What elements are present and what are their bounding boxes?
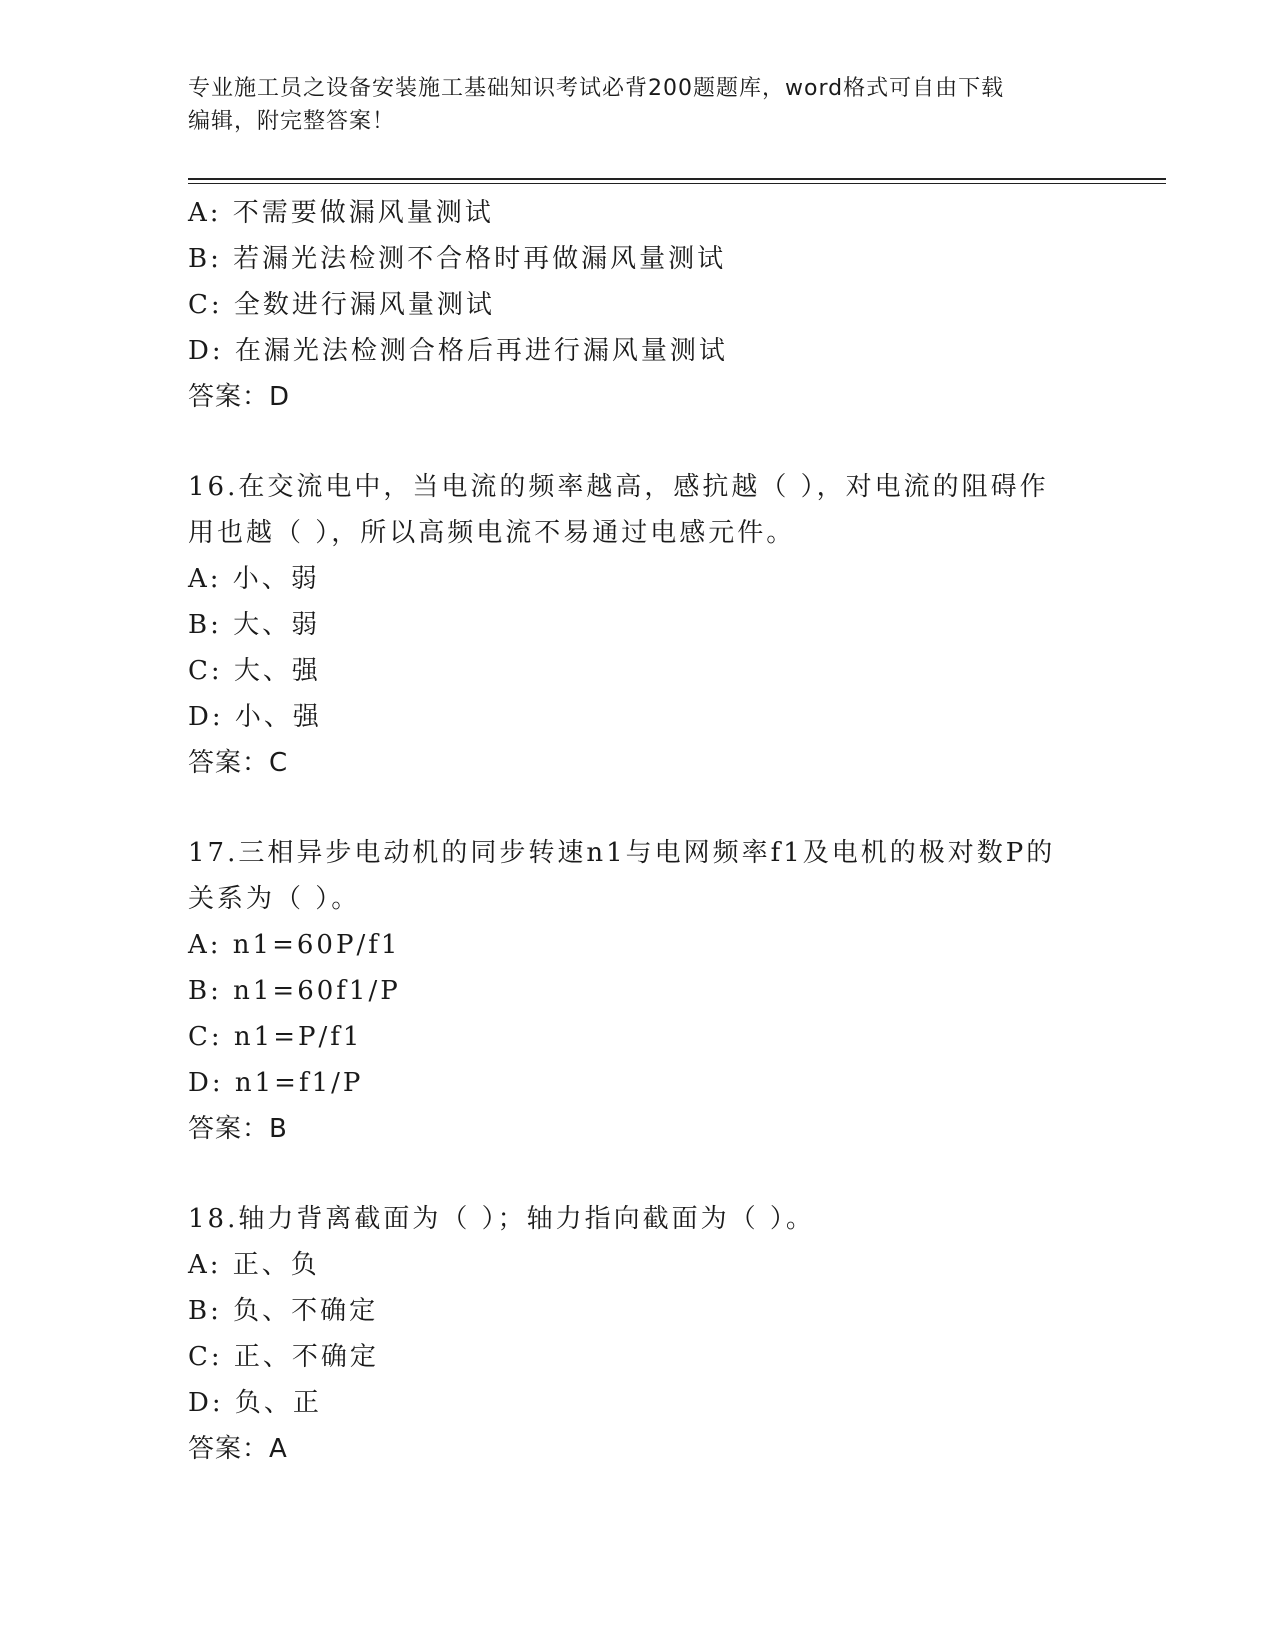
option-b: B: 大、弱 <box>188 610 321 640</box>
header-title-line-1: 专业施工员之设备安装施工基础知识考试必背200题题库，word格式可自由下载 <box>188 76 1005 101</box>
question-stem-line-2: 用也越（ ），所以高频电流不易通过电感元件。 <box>188 518 796 548</box>
option-b: B: 若漏光法检测不合格时再做漏风量测试 <box>188 244 727 274</box>
question-17 <box>188 830 1148 1152</box>
option-a: A: 小、弱 <box>188 564 320 594</box>
answer-label: 答案：A <box>188 1434 288 1464</box>
question-stem-line-1: 18.轴力背离截面为（ ）；轴力指向截面为（ ）。 <box>188 1204 815 1234</box>
option-c: C: 全数进行漏风量测试 <box>188 290 495 320</box>
question-spacer <box>188 420 1148 464</box>
option-c: C: 正、不确定 <box>188 1342 379 1372</box>
document-header <box>188 72 1088 138</box>
answer-label: 答案：C <box>188 748 289 778</box>
question-18 <box>188 1196 1148 1472</box>
question-stem-line-1: 17.三相异步电动机的同步转速n1与电网频率f1及电机的极对数P的 <box>188 838 1056 868</box>
question-spacer <box>188 786 1148 830</box>
question-16 <box>188 464 1148 786</box>
option-d: D: 在漏光法检测合格后再进行漏风量测试 <box>188 336 728 366</box>
question-15 <box>188 190 1148 420</box>
option-d: D: 小、强 <box>188 702 322 732</box>
header-title-line-2: 编辑，附完整答案！ <box>188 109 396 134</box>
question-stem-line-1: 16.在交流电中，当电流的频率越高，感抗越（ ），对电流的阻碍作 <box>188 472 1049 502</box>
question-list <box>188 190 1148 1472</box>
option-d: D: 负、正 <box>188 1388 322 1418</box>
question-spacer <box>188 1152 1148 1196</box>
answer-label: 答案：D <box>188 382 291 412</box>
header-divider <box>188 178 1166 184</box>
option-d: D: n1=f1/P <box>188 1068 364 1098</box>
question-stem-line-2: 关系为（ ）。 <box>188 884 361 914</box>
option-c: C: 大、强 <box>188 656 321 686</box>
option-a: A: 不需要做漏风量测试 <box>188 198 494 228</box>
answer-label: 答案：B <box>188 1114 288 1144</box>
option-a: A: n1=60P/f1 <box>188 930 401 960</box>
option-a: A: 正、负 <box>188 1250 320 1280</box>
option-b: B: 负、不确定 <box>188 1296 379 1326</box>
option-b: B: n1=60f1/P <box>188 976 401 1006</box>
option-c: C: n1=P/f1 <box>188 1022 363 1052</box>
